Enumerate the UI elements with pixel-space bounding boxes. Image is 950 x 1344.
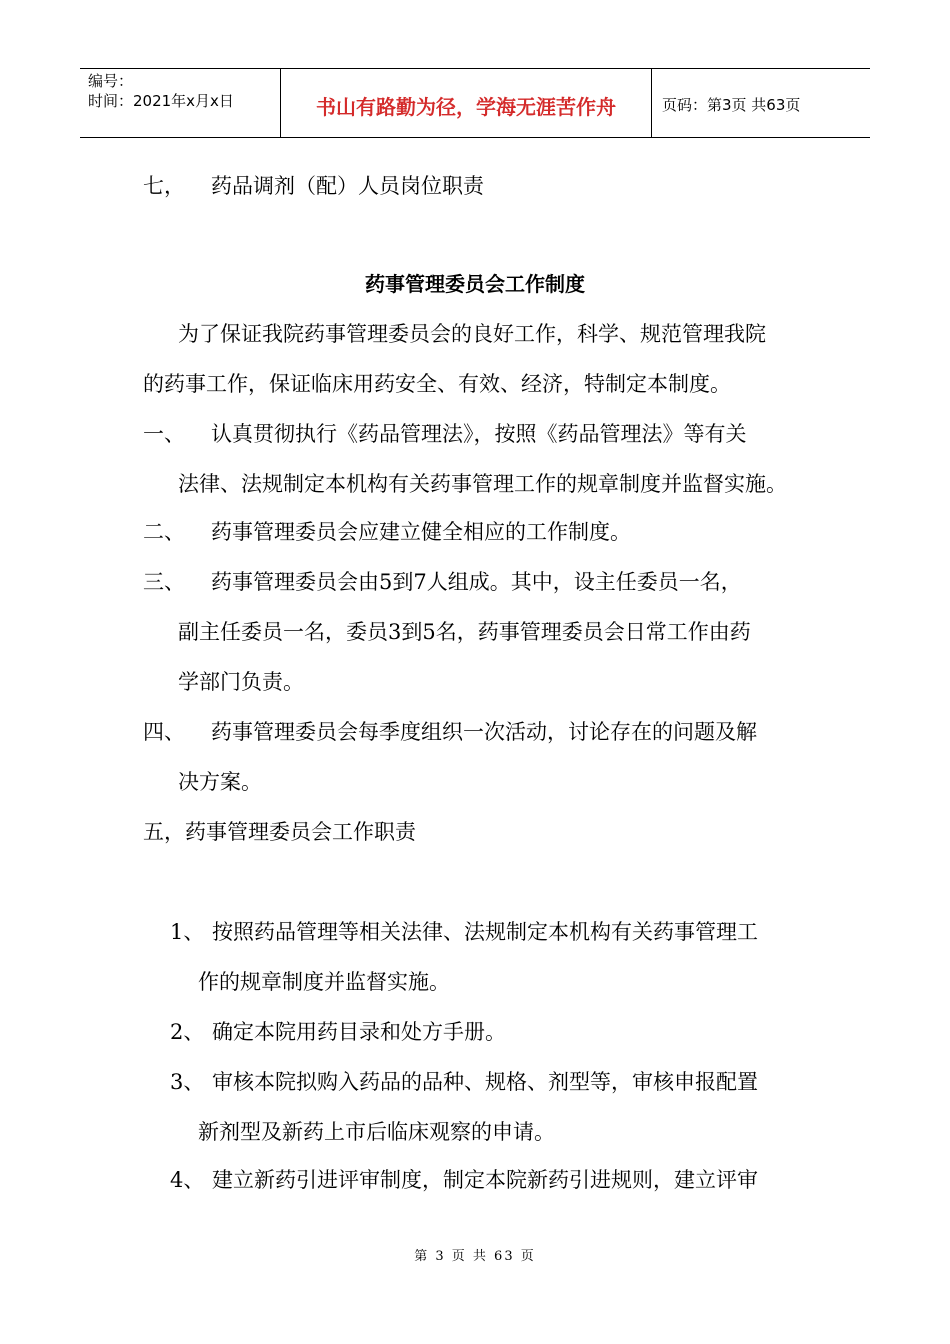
header-motto: 书山有路勤为径，学海无涯苦作舟 <box>281 69 652 137</box>
duty-four-number: 4、 <box>170 1168 205 1192</box>
item-one-line-2: 法律、法规制定本机构有关药事管理工作的规章制度并监督实施。 <box>178 472 787 496</box>
item-four-line-2: 决方案。 <box>178 770 262 794</box>
duty-three-number: 3、 <box>170 1070 205 1094</box>
item-one-line-1: 认真贯彻执行《药品管理法》，按照《药品管理法》等有关 <box>211 422 747 446</box>
duty-two <box>170 1018 506 1046</box>
item-five-heading: 五，药事管理委员会工作职责 <box>143 820 416 844</box>
duty-one-line-2: 作的规章制度并监督实施。 <box>198 970 450 994</box>
section-seven <box>143 172 484 200</box>
item-four-line-1: 药事管理委员会每季度组织一次活动，讨论存在的问题及解 <box>211 720 757 744</box>
duty-three-line-2: 新剂型及新药上市后临床观察的申请。 <box>198 1120 555 1144</box>
page-footer: 第 3 页 共 63 页 <box>414 1249 536 1264</box>
item-two-number: 二、 <box>143 520 185 544</box>
intro-line-2: 的药事工作，保证临床用药安全、有效、经济，特制定本制度。 <box>143 372 731 396</box>
document-title: 药事管理委员会工作制度 <box>365 272 585 296</box>
duty-one-line-1: 按照药品管理等相关法律、法规制定本机构有关药事管理工 <box>212 920 758 944</box>
item-one-number: 一、 <box>143 422 185 446</box>
duty-two-line-1: 确定本院用药目录和处方手册。 <box>212 1020 506 1044</box>
duty-three-line-1: 审核本院拟购入药品的品种、规格、剂型等，审核申报配置 <box>212 1070 758 1094</box>
header-number-label: 编号： <box>88 72 134 90</box>
duty-one <box>170 918 758 946</box>
intro-line-1: 为了保证我院药事管理委员会的良好工作，科学、规范管理我院 <box>178 322 766 346</box>
item-two-line-1: 药事管理委员会应建立健全相应的工作制度。 <box>211 520 631 544</box>
duty-three <box>170 1068 758 1096</box>
item-three <box>143 568 742 596</box>
duty-one-number: 1、 <box>170 920 205 944</box>
item-three-line-1: 药事管理委员会由5到7人组成。其中，设主任委员一名， <box>211 570 742 594</box>
item-four-number: 四、 <box>143 720 185 744</box>
item-two <box>143 518 631 546</box>
header-page-info: 页码：第3页 共63页 <box>662 95 801 114</box>
duty-four-line-1: 建立新药引进评审制度，制定本院新药引进规则，建立评审 <box>212 1168 758 1192</box>
section-seven-number: 七， <box>143 174 185 198</box>
page-header <box>80 68 870 138</box>
section-seven-text: 药品调剂（配）人员岗位职责 <box>211 174 484 198</box>
duty-four <box>170 1166 758 1194</box>
item-one <box>143 420 747 448</box>
duty-two-number: 2、 <box>170 1020 205 1044</box>
header-meta <box>80 69 281 137</box>
item-three-line-3: 学部门负责。 <box>178 670 304 694</box>
item-three-line-2: 副主任委员一名，委员3到5名，药事管理委员会日常工作由药 <box>178 620 751 644</box>
item-four <box>143 718 757 746</box>
item-three-number: 三、 <box>143 570 185 594</box>
header-date-label: 时间：2021年x月x日 <box>88 92 234 110</box>
